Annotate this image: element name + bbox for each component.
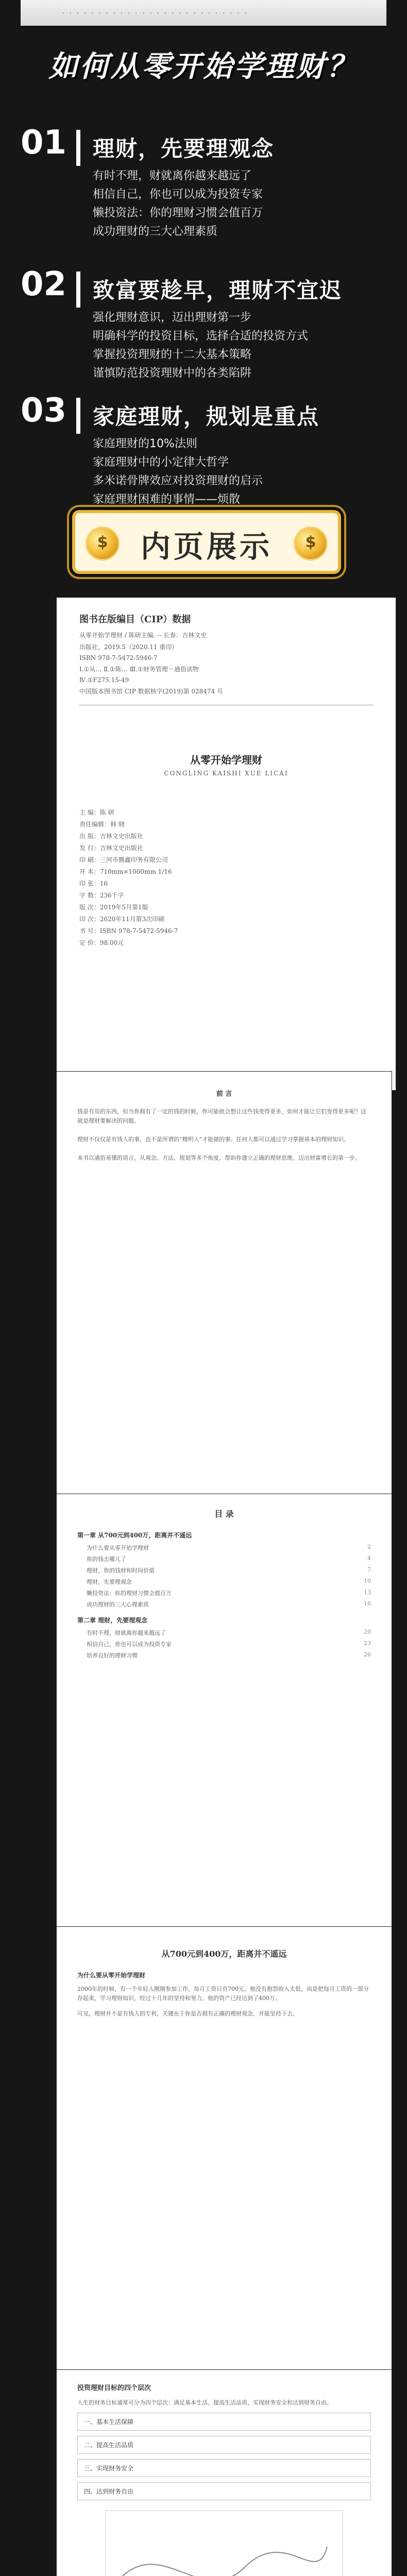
toc-item-page: 23 bbox=[364, 1640, 371, 1647]
toc-item-title: 理财，你的钱财和时间价值 bbox=[87, 1567, 155, 1574]
cip-title: 图书在版编目（CIP）数据 bbox=[79, 614, 191, 625]
chapter-subtitle: 为什么要从零开始学理财 bbox=[77, 1972, 146, 1979]
section-line: 家庭理财的10%法则 bbox=[93, 437, 197, 450]
toc-item-title: 懒投资法：你的理财习惯会值百万 bbox=[87, 1590, 172, 1597]
illustration-callout: 四、达到财务自由 bbox=[77, 2482, 371, 2500]
toc-item-page: 4 bbox=[367, 1555, 371, 1562]
toc-item[interactable] bbox=[87, 1566, 371, 1574]
section-line: 有时不理，财就离你越来越远了 bbox=[93, 170, 252, 182]
preface-paragraph: 本书以通俗易懂的语言，从观念、方法、规划等多个角度，帮助你建立正确的理财思维，迈出财富增长的第一步。 bbox=[77, 1155, 361, 1161]
cip-meta-line: 印 次：2020年11月第3次印刷 bbox=[79, 916, 165, 923]
cip-line: ISBN 978-7-5472-5946-7 bbox=[79, 654, 158, 662]
cip-meta-line: 主 编：陈 研 bbox=[79, 809, 114, 816]
toc-item[interactable] bbox=[87, 1578, 371, 1586]
cip-meta-line: 字 数：236千字 bbox=[79, 892, 124, 899]
toc-item-title: 为什么要从零开始学理财 bbox=[87, 1545, 149, 1551]
illustration-drawing bbox=[100, 2505, 348, 2576]
cip-line: 从零开始学理财 / 陈研主编. -- 长春：吉林文史 bbox=[79, 632, 207, 639]
cip-line: 中国版本图书馆 CIP 数据核字(2019)第 028474 号 bbox=[79, 688, 223, 695]
section-lines bbox=[93, 167, 381, 241]
toc-item-page: 7 bbox=[367, 1566, 371, 1573]
toc-item-title: 培养良好的理财习惯 bbox=[87, 1652, 138, 1659]
section-line: 强化理财意识，迈出理财第一步 bbox=[93, 311, 252, 324]
illustration-intro: 人生的财务目标通常可分为四个层次：满足基本生活、提高生活品质、实现财务安全和达到财务自由。 bbox=[77, 2399, 332, 2406]
coin-icon bbox=[294, 527, 328, 561]
toc-item[interactable] bbox=[87, 1544, 371, 1552]
chapter-title: 从700元到400万，距离并不遥远 bbox=[161, 1949, 287, 1959]
toc-item-title: 有时不理，财就离你越来越远了 bbox=[87, 1630, 166, 1636]
illustration-callout: 二、提高生活品质 bbox=[77, 2436, 371, 2454]
section-number: 01 bbox=[21, 124, 67, 162]
top-strip-decor: · · · · · · · · · · · · · · · · · · · · · · · · · · bbox=[62, 8, 248, 18]
toc-title: 目 录 bbox=[214, 1509, 234, 1519]
cip-page bbox=[57, 598, 396, 1090]
section-02 bbox=[21, 265, 386, 399]
cip-meta-line: 定 价：98.00元 bbox=[79, 939, 124, 946]
section-line: 家庭理财困难的事情——烦散 bbox=[93, 493, 241, 506]
toc-item-page: 16 bbox=[364, 1600, 371, 1607]
cip-line: 出版社，2019.5（2020.11 重印） bbox=[79, 643, 178, 651]
toc-item-page: 10 bbox=[364, 1578, 371, 1584]
illustration-callout: 一、基本生活保障 bbox=[77, 2413, 371, 2431]
section-title: 理财，先要理观念 bbox=[93, 136, 275, 161]
section-line: 相信自己，你也可以成为投资专家 bbox=[93, 188, 263, 201]
chapter-page bbox=[57, 1927, 392, 2384]
section-title: 家庭理财，规划是重点 bbox=[93, 404, 320, 429]
section-line: 谨慎防范投资理财中的各类陷阱 bbox=[93, 367, 252, 380]
section-title: 致富要趁早，理财不宜迟 bbox=[93, 278, 343, 303]
book-subtitle: CONGLING KAISHI XUE LICAI bbox=[164, 770, 289, 777]
inner-pages-banner bbox=[72, 510, 341, 574]
toc-item[interactable] bbox=[87, 1640, 371, 1648]
section-number: 03 bbox=[21, 392, 67, 430]
toc-item-title: 你的钱去哪儿了 bbox=[87, 1556, 126, 1563]
toc-chapter: 第二章 理财，先要理观念 bbox=[77, 1617, 148, 1624]
section-divider bbox=[76, 398, 80, 434]
preface-page bbox=[57, 1072, 392, 1517]
top-image-strip bbox=[21, 0, 386, 28]
coin-symbol: $ bbox=[305, 533, 316, 551]
section-line: 多米诺骨牌效应对投资理财的启示 bbox=[93, 474, 263, 487]
preface-paragraph: 理财不仅仅是有钱人的事，也不是所谓的“精明人”才能做的事。任何人都可以通过学习掌握基本的理财知识。 bbox=[77, 1136, 350, 1143]
cip-meta-line: 发 行：吉林文史出版社 bbox=[79, 844, 143, 852]
toc-chapter: 第一章 从700元到400万，距离并不遥远 bbox=[77, 1532, 192, 1539]
preface-title: 前 言 bbox=[216, 1090, 232, 1098]
section-number: 02 bbox=[21, 265, 67, 303]
toc-item[interactable] bbox=[87, 1629, 371, 1637]
section-line: 懒投资法：你的理财习惯会值百万 bbox=[93, 207, 263, 219]
preface-paragraph: 钱是有用的东西，但当你拥有了一定的钱的时候，你可能就会想让这些钱变得更多，如何才能让它们变得更多呢？这就是理财要解决的问题。 bbox=[77, 1108, 366, 1124]
cip-meta-line: 版 次：2019年5月第1版 bbox=[79, 904, 148, 911]
section-line: 掌握投资理财的十二大基本策略 bbox=[93, 348, 252, 361]
toc-item-title: 相信自己，你也可以成为投资专家 bbox=[87, 1641, 172, 1648]
toc-item[interactable] bbox=[87, 1555, 371, 1563]
cip-line: Ⅰ.①从… Ⅱ.①陈… Ⅲ.①财务管理－通俗读物 bbox=[79, 666, 199, 673]
headline: 如何从零开始学理财？ bbox=[49, 50, 358, 83]
section-divider bbox=[76, 130, 80, 166]
illustration-page bbox=[57, 2370, 392, 2576]
toc-item-title: 成功理财的三大心理素质 bbox=[87, 1601, 149, 1608]
cip-meta-line: 印 张：16 bbox=[79, 880, 108, 887]
cip-meta-line: 责任编辑：韩 晓 bbox=[79, 821, 125, 828]
section-line: 成功理财的三大心理素质 bbox=[93, 225, 218, 238]
coin-symbol: $ bbox=[97, 533, 108, 551]
toc-item[interactable] bbox=[87, 1651, 371, 1659]
cip-meta-line: 书 号：ISBN 978-7-5472-5946-7 bbox=[79, 927, 178, 935]
section-line: 明确科学的投资目标，选择合适的投资方式 bbox=[93, 330, 309, 343]
drawing-frame bbox=[106, 2511, 343, 2576]
toc-item[interactable] bbox=[87, 1600, 371, 1608]
illustration-callout: 三、实现财务安全 bbox=[77, 2459, 371, 2477]
toc-item-page: 13 bbox=[364, 1589, 371, 1596]
cip-meta bbox=[79, 808, 373, 947]
toc-item[interactable] bbox=[87, 1589, 371, 1597]
toc-item-page: 20 bbox=[364, 1629, 371, 1635]
cip-meta-line: 出 版：吉林文史出版社 bbox=[79, 833, 143, 840]
chapter-paragraph: 可见，理财并不是有钱人的专利，关键在于你是否拥有正确的理财观念，并能坚持下去。 bbox=[77, 2010, 298, 2017]
cip-meta-line: 印 刷：三河市腾鑫印务有限公司 bbox=[79, 856, 168, 863]
section-divider bbox=[76, 272, 80, 308]
toc-item-page: 2 bbox=[367, 1544, 371, 1550]
toc-item-page: 26 bbox=[364, 1651, 371, 1658]
book-title: 从零开始学理财 bbox=[190, 754, 262, 766]
section-01 bbox=[21, 124, 386, 258]
section-lines bbox=[93, 309, 381, 383]
illustration-title: 投资理财目标的四个层次 bbox=[77, 2384, 151, 2392]
section-line: 家庭理财中的小定律大哲学 bbox=[93, 456, 229, 469]
toc-item-title: 理财，先要理观念 bbox=[87, 1579, 132, 1585]
toc-page bbox=[57, 1494, 392, 1943]
chapter-paragraph: 2000年的时候，有一个年轻人刚刚参加工作，每月工资只有700元。他没有抱怨收入太低，而是把每月工资的一部分存起来，学习理财知识，经过十几年的坚持和努力，他的资产已经达到了400万。 bbox=[77, 1986, 369, 2002]
cip-meta-line: 开 本：710mm×1000mm 1/16 bbox=[79, 868, 172, 875]
cip-line: Ⅳ.①F275.15-49 bbox=[79, 676, 129, 684]
banner-label: 内页展示 bbox=[140, 529, 273, 564]
